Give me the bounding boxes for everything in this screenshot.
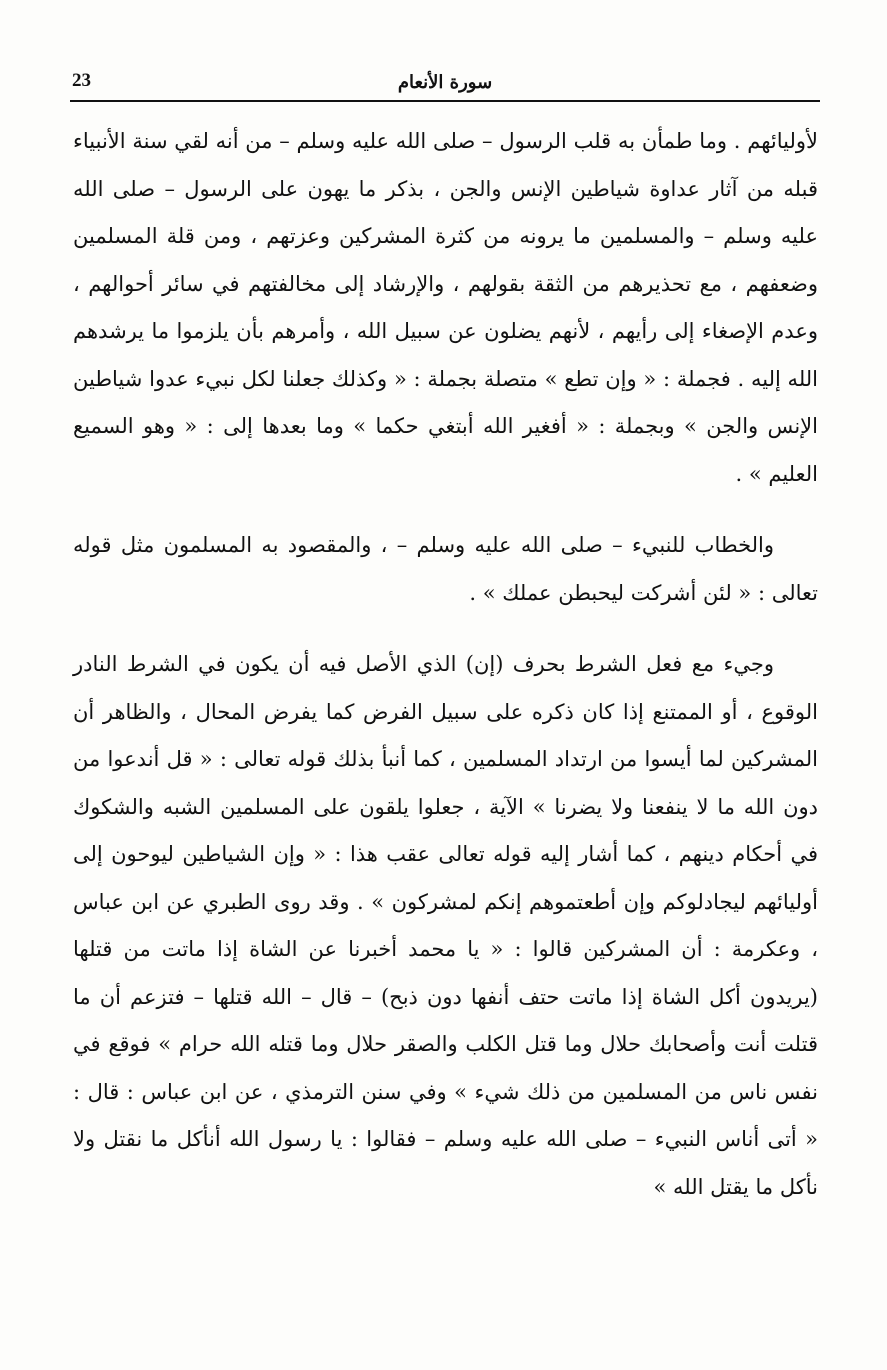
page-header — [70, 66, 820, 102]
running-title: سورة الأنعام — [397, 72, 493, 93]
paragraph-1: لأوليائهم . وما طمأن به قلب الرسول – صلى الله عليه وسلم – من أنه لقي سنة الأنبياء قبله من آثار عداوة شياطين الإنس والجن ، بذكر ما يهون على الرسول – صلى الله عليه وسلم – والمسلمين ما يرونه من كثرة المشركين وعزتهم ، ومن قلة المسلمين وضعفهم ، مع تحذيرهم من الثقة بقولهم ، والإرشاد إلى مخالفتهم في سائر أحوالهم ، وعدم الإصغاء إلى رأيهم ، لأنهم يضلون عن سبيل الله ، وأمرهم بأن يلزموا ما يرشدهم الله إليه . فجملة : « وإن تطع » متصلة بجملة : « وكذلك جعلنا لكل نبيء عدوا شياطين الإنس والجن » وبجملة : « أفغير الله أبتغي حكما » وما بعدها إلى : « وهو السميع العليم » . — [73, 129, 818, 486]
paragraph-2: والخطاب للنبيء – صلى الله عليه وسلم – ، والمقصود به المسلمون مثل قوله تعالى : « لئن أشركت ليحبطن عملك » . — [73, 533, 818, 605]
paragraph-3: وجيء مع فعل الشرط بحرف (إن) الذي الأصل فيه أن يكون في الشرط النادر الوقوع ، أو الممتنع إذا كان ذكره على سبيل الفرض كما يفرض المحال ، والظاهر أن المشركين لما أيسوا من ارتداد المسلمين ، كما أنبأ بذلك قوله تعالى : « قل أندعوا من دون الله ما لا ينفعنا ولا يضرنا » الآية ، جعلوا يلقون على المسلمين الشبه والشكوك في أحكام دينهم ، كما أشار إليه قوله تعالى عقب هذا : « وإن الشياطين ليوحون إلى أوليائهم ليجادلوكم وإن أطعتموهم إنكم لمشركون » . وقد روى الطبري عن ابن عباس ، وعكرمة : أن المشركين قالوا : « يا محمد أخبرنا عن الشاة إذا ماتت من قتلها (يريدون أكل الشاة إذا ماتت حتف أنفها دون ذبح) – قال – الله قتلها – فتزعم أن ما قتلت أنت وأصحابك حلال وما قتل الكلب والصقر حلال وما قتله الله حرام » فوقع في نفس ناس من المسلمين من ذلك شيء » وفي سنن الترمذي ، عن ابن عباس : قال : « أتى أناس النبيء – صلى الله عليه وسلم – فقالوا : يا رسول الله أنأكل ما نقتل ولا نأكل ما يقتل الله » — [73, 652, 819, 1199]
page-number: 23 — [72, 70, 91, 91]
page-body — [73, 118, 818, 1211]
